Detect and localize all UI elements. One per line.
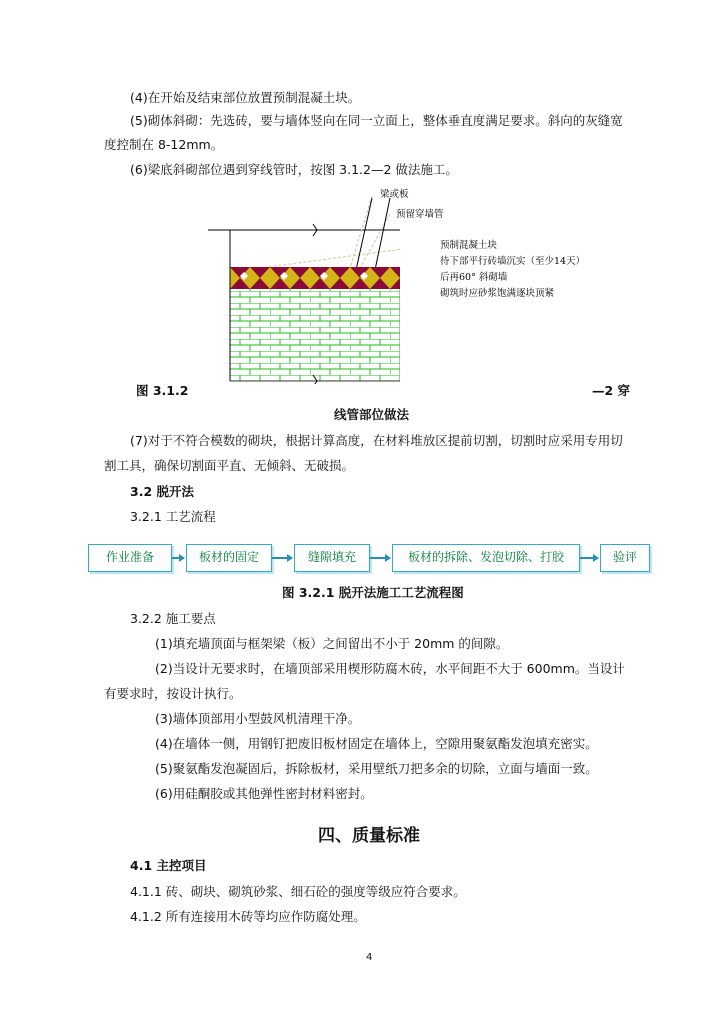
section-heading-3-2: 3.2 脱开法 [130, 484, 194, 499]
figure-caption-right: —2 穿 [592, 383, 631, 398]
label-note1: 待下部平行砖墙沉实（至少14天） [440, 256, 586, 267]
flow-step-prep: 作业准备 [88, 544, 172, 572]
page-number: 4 [366, 952, 373, 963]
chapter-title: 四、质量标准 [318, 826, 420, 846]
label-block: 预制混凝土块 [440, 240, 498, 251]
item-6: (6)用硅酮胶或其他弹性密封材料密封。 [155, 786, 373, 801]
section-heading-4-1: 4.1 主控项目 [130, 858, 207, 873]
flow-arrow [580, 557, 598, 559]
para-4: (4)在开始及结束部位放置预制混凝土块。 [130, 90, 361, 105]
figure-caption-line2: 线管部位做法 [334, 407, 410, 422]
item-2b: 有要求时，按设计执行。 [104, 686, 242, 701]
flow-arrow [272, 557, 292, 559]
figure-caption-left: 图 3.1.2 [136, 383, 189, 398]
flow-step-gap-fill: 缝隙填充 [294, 544, 370, 572]
flow-step-fix-board: 板材的固定 [186, 544, 272, 572]
item-2a: (2)当设计无要求时，在墙顶部采用楔形防腐木砖，水平间距不大于 600mm。当设计 [155, 661, 625, 676]
label-note3: 砌筑时应砂浆饱满逐块顶紧 [440, 288, 555, 299]
para-5b: 度控制在 8-12mm。 [104, 137, 224, 152]
item-4-1-1: 4.1.1 砖、砌块、砌筑砂浆、细石砼的强度等级应符合要求。 [130, 884, 466, 899]
flow-step-remove-seal: 板材的拆除、发泡切除、打胶 [392, 544, 580, 572]
flow-arrow [370, 557, 390, 559]
para-5a: (5)砌体斜砌：先选砖，要与墙体竖向在同一立面上，整体垂直度满足要求。斜向的灰缝宽 [130, 113, 623, 128]
flow-arrow [172, 557, 184, 559]
para-7a: (7)对于不符合模数的砌块，根据计算高度，在材料堆放区提前切割，切割时应采用专用切 [130, 433, 623, 448]
label-conduit: 预留穿墙管 [396, 209, 444, 220]
subsection-3-2-2: 3.2.2 施工要点 [130, 611, 216, 626]
flow-caption: 图 3.2.1 脱开法施工工艺流程图 [282, 585, 464, 600]
item-1: (1)填充墙顶面与框架梁（板）之间留出不小于 20mm 的间隙。 [155, 636, 509, 651]
item-4-1-2: 4.1.2 所有连接用木砖等均应作防腐处理。 [130, 909, 366, 924]
conduit-detail-figure [200, 188, 400, 384]
item-3: (3)墙体顶部用小型鼓风机清理干净。 [155, 711, 361, 726]
label-beam: 梁或板 [380, 189, 409, 200]
para-7b: 割工具，确保切割面平直、无倾斜、无破损。 [104, 458, 355, 473]
para-6: (6)梁底斜砌部位遇到穿线管时，按图 3.1.2—2 做法施工。 [130, 162, 458, 177]
item-4: (4)在墙体一侧，用钢钉把废旧板材固定在墙体上，空隙用聚氨酯发泡填充密实。 [155, 736, 598, 751]
flow-step-evaluate: 验评 [600, 544, 650, 572]
subsection-3-2-1: 3.2.1 工艺流程 [130, 509, 216, 524]
item-5: (5)聚氨酯发泡凝固后，拆除板材，采用壁纸刀把多余的切除，立面与墙面一致。 [155, 761, 598, 776]
label-note2: 后再60° 斜砌墙 [440, 272, 508, 283]
